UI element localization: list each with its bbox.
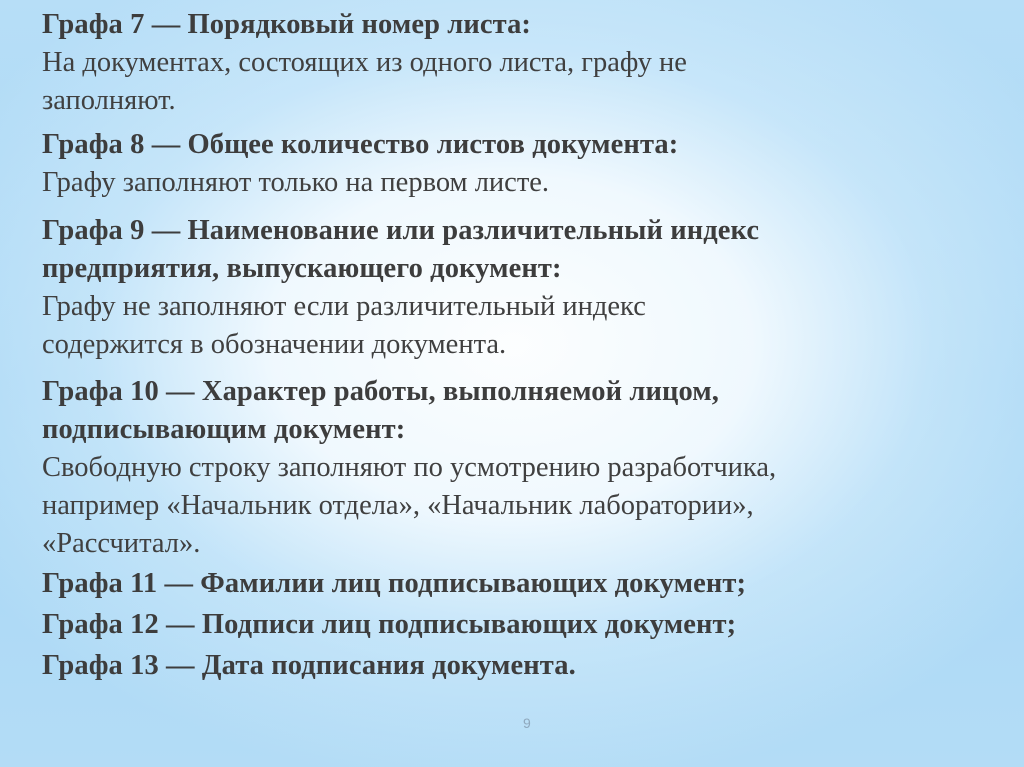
entry-text-line: например «Начальник отдела», «Начальник лаборатории», [42, 490, 754, 521]
entry-text-line: На документах, состоящих из одного листа, графу не [42, 47, 687, 78]
entry-field-8 [42, 126, 1002, 202]
entry-field-12 [42, 606, 1002, 644]
entry-text-line: Свободную строку заполняют по усмотрению разработчика, [42, 452, 777, 483]
page-number: 9 [523, 715, 531, 731]
entry-text-line: содержится в обозначении документа. [42, 329, 507, 360]
entry-heading: Графа 9 — Наименование или различительный индекс [42, 215, 760, 246]
entry-heading: Графа 13 — Дата подписания документа. [42, 650, 576, 681]
entry-text-line: заполняют. [42, 85, 176, 116]
entry-field-7 [42, 6, 1002, 120]
entry-heading: Графа 11 — Фамилии лиц подписывающих документ; [42, 568, 747, 599]
entry-field-11 [42, 565, 1002, 603]
entry-heading: Графа 10 — Характер работы, выполняемой лицом, [42, 376, 720, 407]
entry-heading: Графа 7 — Порядковый номер листа: [42, 9, 532, 40]
entry-heading: Графа 8 — Общее количество листов документа: [42, 129, 679, 160]
entry-text-line: «Рассчитал». [42, 528, 201, 559]
entry-heading: подписывающим документ: [42, 414, 406, 445]
entry-field-13 [42, 647, 1002, 685]
entry-heading: предприятия, выпускающего документ: [42, 253, 562, 284]
entry-heading: Графа 12 — Подписи лиц подписывающих документ; [42, 609, 737, 640]
entry-text-line: Графу заполняют только на первом листе. [42, 167, 550, 198]
entry-field-9 [42, 212, 1002, 364]
slide-content [42, 6, 1002, 685]
entry-field-10 [42, 373, 1002, 563]
entry-text-line: Графу не заполняют если различительный индекс [42, 291, 646, 322]
